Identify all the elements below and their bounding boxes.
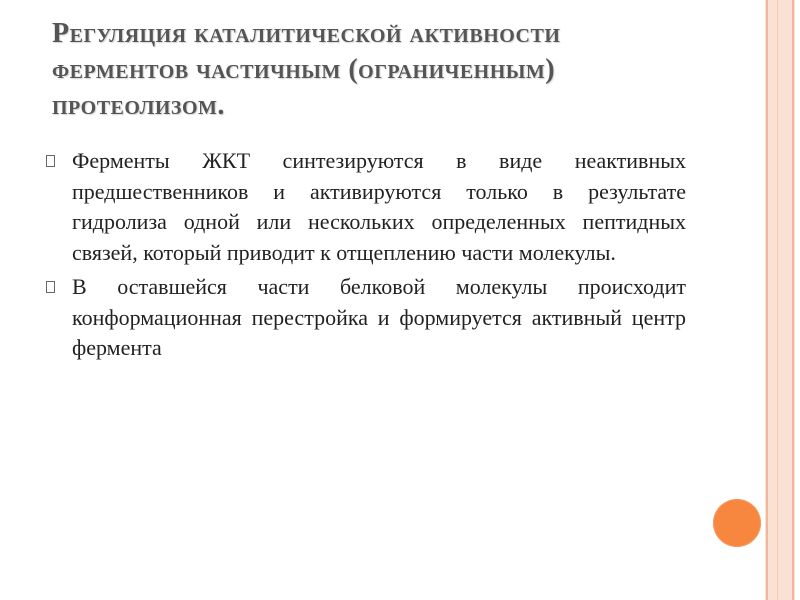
orange-circle-icon [713,499,761,547]
bullet-list [46,146,686,368]
right-border-line [777,0,778,600]
bullet-item [46,146,686,268]
bullet-item [46,272,686,364]
hollow-square-bullet-icon [46,155,55,167]
bullet-text: В оставшейся части белковой молекулы происходит конформационная перестройка и формируется активный центр фермента [72,274,686,360]
right-border-band [765,0,795,600]
right-border-line [792,0,794,600]
bullet-text: Ферменты ЖКТ синтезируются в виде неактивных предшественников и активируются только в результате гидролиза одной или нескольких определенных пептидных связей, который приводит к отщеплению части молекулы. [72,148,686,265]
slide-title-line: протеолизом. [52,90,225,121]
hollow-square-bullet-icon [46,281,55,293]
slide-title-line: Регуляция каталитической активности [52,18,561,49]
slide-title [52,16,612,124]
slide-title-line: ферментов частичным (ограниченным) [52,54,556,85]
right-border-line [766,0,768,600]
